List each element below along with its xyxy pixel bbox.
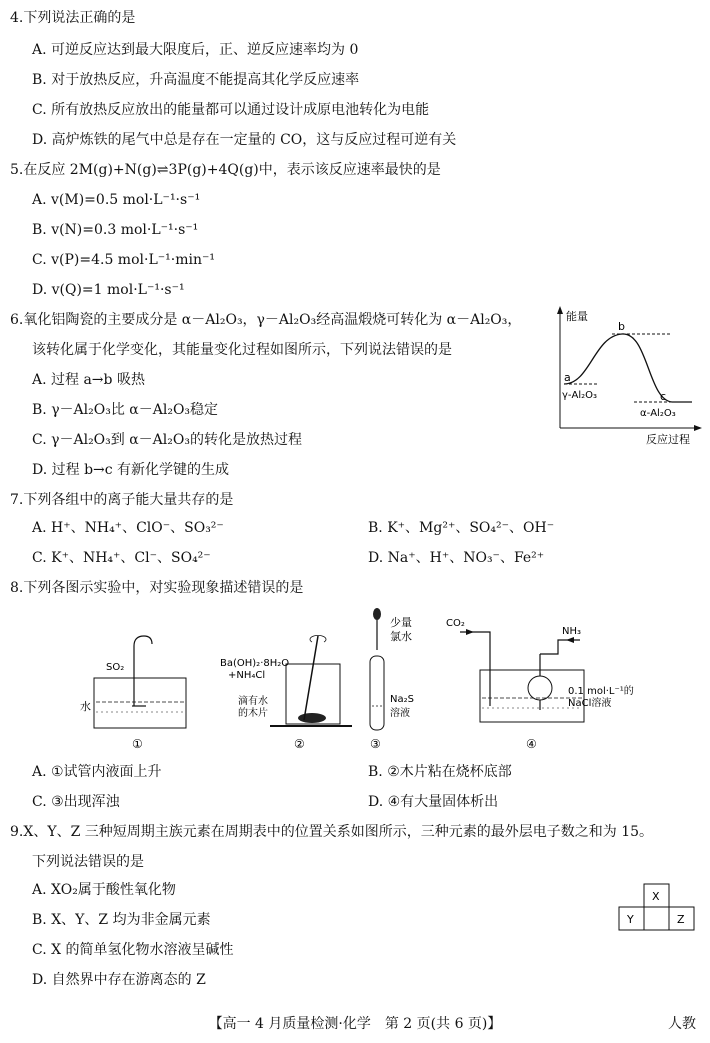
fig2-reagent-2: +NH₄Cl <box>228 670 266 681</box>
figure-4 <box>446 618 634 751</box>
fig4-solution-1: 0.1 mol·L⁻¹的 <box>568 686 634 697</box>
energy-diagram <box>552 306 702 446</box>
q4-option-d: D. 高炉炼铁的尾气中总是存在一定量的 CO，这与反应过程可逆有关 <box>32 132 457 148</box>
q7-stem: 7.下列各组中的离子能大量共存的是 <box>10 492 234 508</box>
gamma-alumina-label: γ-Al₂O₃ <box>562 390 598 401</box>
q8-option-b: B. ②木片粘在烧杯底部 <box>368 764 512 780</box>
point-b-label: b <box>618 320 625 333</box>
q6-stem-2: 该转化属于化学变化，其能量变化过程如图所示，下列说法错误的是 <box>32 342 452 358</box>
q4-stem: 4.下列说法正确的是 <box>10 10 136 26</box>
fig3-solution-2: 溶液 <box>390 708 410 719</box>
fig4-solution-2: NaCl溶液 <box>568 698 612 709</box>
q7-option-c: C. K⁺、NH₄⁺、Cl⁻、SO₄²⁻ <box>32 550 211 566</box>
fig2-number: ② <box>294 737 305 751</box>
q7-option-b: B. K⁺、Mg²⁺、SO₄²⁻、OH⁻ <box>368 520 555 536</box>
fig3-drop-2: 氯水 <box>390 630 412 643</box>
fig3-number: ③ <box>370 737 381 751</box>
q6-stem-1: 6.氧化铝陶瓷的主要成分是 α－Al₂O₃，γ－Al₂O₃经高温煅烧可转化为 α－Al₂O₃， <box>10 312 522 328</box>
figure-3 <box>370 608 414 751</box>
experiment-figures <box>80 606 660 756</box>
q4-option-a: A. 可逆反应达到最大限度后，正、逆反应速率均为 0 <box>32 42 359 58</box>
q5-stem: 5.在反应 2M(g)+N(g)⇌3P(g)+4Q(g)中，表示该反应速率最快的是 <box>10 162 441 178</box>
q6-option-c: C. γ－Al₂O₃到 α－Al₂O₃的转化是放热过程 <box>32 432 302 448</box>
point-a-label: a <box>564 371 571 384</box>
q9-option-c: C. X 的简单氢化物水溶液呈碱性 <box>32 942 234 958</box>
q5-option-d: D. v(Q)=1 mol·L⁻¹·s⁻¹ <box>32 282 185 298</box>
point-c-label: c <box>660 390 667 403</box>
q8-stem: 8.下列各图示实验中，对实验现象描述错误的是 <box>10 580 304 596</box>
fig4-gas-2: NH₃ <box>562 626 582 637</box>
q5-option-b: B. v(N)=0.3 mol·L⁻¹·s⁻¹ <box>32 222 199 238</box>
q4-option-b: B. 对于放热反应，升高温度不能提高其化学反应速率 <box>32 72 360 88</box>
q9-option-d: D. 自然界中存在游离态的 Z <box>32 972 206 988</box>
q5-option-c: C. v(P)=4.5 mol·L⁻¹·min⁻¹ <box>32 252 215 268</box>
publisher-mark: 人教 <box>668 1016 696 1032</box>
fig3-drop-1: 少量 <box>390 616 412 629</box>
q7-option-a: A. H⁺、NH₄⁺、ClO⁻、SO₃²⁻ <box>32 520 224 536</box>
q6-option-b: B. γ－Al₂O₃比 α－Al₂O₃稳定 <box>32 402 219 418</box>
fig3-solution-1: Na₂S <box>390 694 414 705</box>
periodic-table-fragment <box>618 883 698 933</box>
figure-1 <box>80 636 186 751</box>
axis-x-label: 反应过程 <box>646 433 690 446</box>
element-x: X <box>652 890 660 903</box>
figure-2 <box>220 635 352 751</box>
page-footer: 【高一 4 月质量检测·化学 第 2 页(共 6 页)】 <box>208 1016 502 1032</box>
q7-option-d: D. Na⁺、H⁺、NO₃⁻、Fe²⁺ <box>368 550 545 566</box>
q8-option-a: A. ①试管内液面上升 <box>32 764 162 780</box>
alpha-alumina-label: α-Al₂O₃ <box>640 408 676 419</box>
q9-option-a: A. XO₂属于酸性氧化物 <box>32 882 176 898</box>
q9-stem-1: 9.X、Y、Z 三种短周期主族元素在周期表中的位置关系如图所示，三种元素的最外层电子数之和为 15。 <box>10 824 654 840</box>
q6-option-d: D. 过程 b→c 有新化学键的生成 <box>32 462 230 478</box>
axis-y-label: 能量 <box>566 310 588 323</box>
fig1-gas-label: SO₂ <box>106 662 125 673</box>
fig2-wood-1: 滴有水 <box>238 696 268 707</box>
fig4-number: ④ <box>526 737 537 751</box>
q4-option-c: C. 所有放热反应放出的能量都可以通过设计成原电池转化为电能 <box>32 102 430 118</box>
element-z: Z <box>677 913 685 926</box>
q9-stem-2: 下列说法错误的是 <box>32 854 144 870</box>
q6-option-a: A. 过程 a→b 吸热 <box>32 372 145 388</box>
fig1-water-label: 水 <box>80 700 91 713</box>
q8-option-d: D. ④有大量固体析出 <box>368 794 499 810</box>
fig1-number: ① <box>132 737 143 751</box>
q8-option-c: C. ③出现浑浊 <box>32 794 120 810</box>
q5-option-a: A. v(M)=0.5 mol·L⁻¹·s⁻¹ <box>32 192 201 208</box>
element-y: Y <box>627 913 634 926</box>
fig4-gas-1: CO₂ <box>446 618 465 629</box>
fig2-wood-2: 的木片 <box>238 708 268 719</box>
fig2-reagent-1: Ba(OH)₂·8H₂O <box>220 658 290 669</box>
q9-option-b: B. X、Y、Z 均为非金属元素 <box>32 912 211 928</box>
